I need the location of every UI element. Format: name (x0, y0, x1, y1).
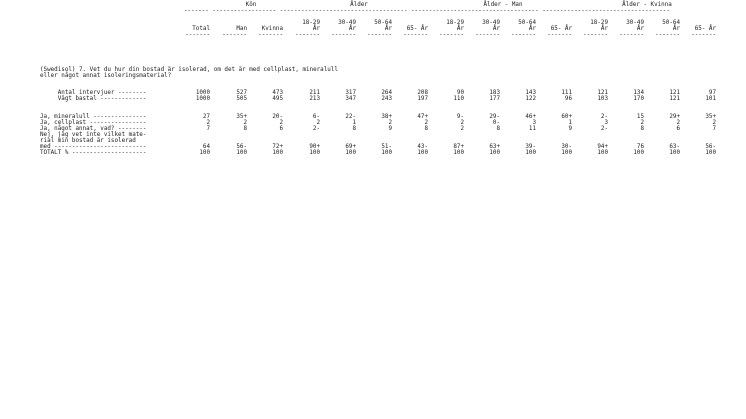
column-underline: ------- (185, 32, 210, 38)
cell-value: 8 (496, 126, 500, 132)
row-label: med -------------------------- (40, 144, 147, 150)
cell-value: 6 (279, 126, 283, 132)
cell-value: 6- (312, 114, 320, 120)
question-line-2: eller något annat isoleringsmaterial? (40, 73, 172, 79)
cell-value: 63- (669, 144, 680, 150)
column-header: År (600, 26, 608, 32)
cell-value: 90+ (309, 144, 320, 150)
column-header-top: 50-64 (662, 20, 680, 26)
column-header: Total (192, 26, 210, 32)
group-underline: ------- ------------------ ------------------------------------ ------------------------------------ ------------------------------------ (184, 8, 670, 14)
cell-value: 197 (417, 96, 428, 102)
cell-value: 208 (417, 90, 428, 96)
cell-value: 51- (381, 144, 392, 150)
column-header-top: 18-29 (446, 20, 464, 26)
cell-value: 39- (525, 144, 536, 150)
cell-value: 2 (676, 120, 680, 126)
cell-value: 46+ (525, 114, 536, 120)
cell-value: 100 (705, 150, 716, 156)
group-header-alder-man: Ålder - Man (483, 2, 523, 8)
cell-value: 35+ (236, 114, 247, 120)
cell-value: 101 (705, 96, 716, 102)
column-header-top: 30-49 (626, 20, 644, 26)
cell-value: 100 (597, 150, 608, 156)
column-header-top: 50-64 (374, 20, 392, 26)
column-underline: ------- (222, 32, 247, 38)
cell-value: 22- (345, 114, 356, 120)
cell-value: 8 (243, 126, 247, 132)
cell-value: 100 (561, 150, 572, 156)
cell-value: 2 (640, 120, 644, 126)
cell-value: 317 (345, 90, 356, 96)
cell-value: 347 (345, 96, 356, 102)
column-header: Man (236, 26, 247, 32)
cell-value: 6 (676, 126, 680, 132)
cell-value: 56- (705, 144, 716, 150)
cell-value: 8 (352, 126, 356, 132)
column-header: År (348, 26, 356, 32)
cell-value: 0- (492, 120, 500, 126)
cell-value: 211 (309, 90, 320, 96)
cell-value: 94+ (597, 144, 608, 150)
row-label: rial min bostad är isolerad (40, 138, 136, 144)
cell-value: 2 (712, 120, 716, 126)
cell-value: 90 (456, 90, 464, 96)
cell-value: 29- (489, 114, 500, 120)
column-header-top: 30-49 (338, 20, 356, 26)
cell-value: 2 (460, 126, 464, 132)
cell-value: 100 (417, 150, 428, 156)
cell-value: 505 (236, 96, 247, 102)
row-label: Vägt bastal ------------- (40, 96, 147, 102)
cell-value: 2 (388, 120, 392, 126)
cell-value: 495 (272, 96, 283, 102)
row-label: Ja, cellplast ---------------- (40, 120, 147, 126)
column-header-top: 18-29 (590, 20, 608, 26)
cell-value: 213 (309, 96, 320, 102)
column-underline: ------- (547, 32, 572, 38)
cell-value: 100 (525, 150, 536, 156)
row-label: Nej, jag vet inte vilket mate- (40, 132, 147, 138)
cell-value: 38+ (381, 114, 392, 120)
cell-value: 87+ (453, 144, 464, 150)
column-header: 65- År (550, 26, 572, 32)
cell-value: 35+ (705, 114, 716, 120)
column-header-top: 50-64 (518, 20, 536, 26)
cell-value: 100 (236, 150, 247, 156)
column-underline: ------- (691, 32, 716, 38)
column-header-top: 18-29 (302, 20, 320, 26)
cell-value: 76 (636, 144, 644, 150)
cell-value: 1 (568, 120, 572, 126)
cell-value: 2 (243, 120, 247, 126)
cell-value: 56- (236, 144, 247, 150)
column-underline: ------- (295, 32, 320, 38)
cell-value: 2- (312, 126, 320, 132)
cell-value: 11 (528, 126, 536, 132)
group-header-alder: Ålder (350, 2, 368, 8)
cell-value: 9 (388, 126, 392, 132)
cell-value: 100 (453, 150, 464, 156)
cell-value: 2 (316, 120, 320, 126)
cell-value: 110 (453, 96, 464, 102)
row-label: Ja, något annat, vad? -------- (40, 126, 147, 132)
cell-value: 100 (199, 150, 210, 156)
cell-value: 7 (206, 126, 210, 132)
cell-value: 20- (272, 114, 283, 120)
cell-value: 7 (712, 126, 716, 132)
cell-value: 63+ (489, 144, 500, 150)
cell-value: 1000 (195, 96, 210, 102)
column-underline: ------- (511, 32, 536, 38)
cell-value: 170 (633, 96, 644, 102)
cell-value: 243 (381, 96, 392, 102)
column-underline: ------- (367, 32, 392, 38)
cell-value: 8 (424, 126, 428, 132)
cell-value: 100 (669, 150, 680, 156)
cell-value: 2 (206, 120, 210, 126)
cell-value: 60+ (561, 114, 572, 120)
cell-value: 47+ (417, 114, 428, 120)
cell-value: 30- (561, 144, 572, 150)
cell-value: 100 (489, 150, 500, 156)
cell-value: 183 (489, 90, 500, 96)
cell-value: 15 (636, 114, 644, 120)
cell-value: 2- (600, 114, 608, 120)
cell-value: 9- (456, 114, 464, 120)
cell-value: 96 (564, 96, 572, 102)
cell-value: 121 (669, 90, 680, 96)
cell-value: 2- (600, 126, 608, 132)
cell-value: 121 (669, 96, 680, 102)
cell-value: 1 (352, 120, 356, 126)
cell-value: 122 (525, 96, 536, 102)
cell-value: 121 (597, 90, 608, 96)
column-header: Kvinna (261, 26, 283, 32)
cell-value: 100 (345, 150, 356, 156)
row-label: Antal intervjuer -------- (40, 90, 147, 96)
cell-value: 2 (279, 120, 283, 126)
column-header: År (492, 26, 500, 32)
column-underline: ------- (403, 32, 428, 38)
column-underline: ------- (258, 32, 283, 38)
cell-value: 97 (708, 90, 716, 96)
cell-value: 3 (532, 120, 536, 126)
cell-value: 9 (568, 126, 572, 132)
row-label: TOTALT % --------------------- (40, 150, 147, 156)
cell-value: 1000 (195, 90, 210, 96)
column-underline: ------- (475, 32, 500, 38)
cell-value: 100 (309, 150, 320, 156)
cell-value: 64 (202, 144, 210, 150)
cell-value: 27 (202, 114, 210, 120)
column-header: År (384, 26, 392, 32)
cell-value: 103 (597, 96, 608, 102)
cell-value: 8 (640, 126, 644, 132)
row-label: Ja, mineralull --------------- (40, 114, 147, 120)
column-header-top: 30-49 (482, 20, 500, 26)
cell-value: 473 (272, 90, 283, 96)
column-underline: ------- (439, 32, 464, 38)
column-underline: ------- (583, 32, 608, 38)
cell-value: 264 (381, 90, 392, 96)
cell-value: 111 (561, 90, 572, 96)
column-header: År (528, 26, 536, 32)
cell-value: 100 (633, 150, 644, 156)
column-underline: ------- (655, 32, 680, 38)
cell-value: 100 (272, 150, 283, 156)
question-line-1: (Swedisol) 7. Vet du hur din bostad är isolerad, om det är med cellplast, mineralull (40, 67, 338, 73)
cell-value: 134 (633, 90, 644, 96)
cell-value: 43- (417, 144, 428, 150)
cell-value: 69+ (345, 144, 356, 150)
column-header: År (312, 26, 320, 32)
cell-value: 2 (460, 120, 464, 126)
group-header-alder-kvinna: Ålder - Kvinna (622, 2, 672, 8)
cell-value: 3 (604, 120, 608, 126)
column-header: 65- År (406, 26, 428, 32)
cell-value: 29+ (669, 114, 680, 120)
column-header: 65- År (694, 26, 716, 32)
column-underline: ------- (331, 32, 356, 38)
group-header-kon: Kön (245, 2, 257, 8)
column-underline: ------- (619, 32, 644, 38)
cell-value: 527 (236, 90, 247, 96)
cell-value: 2 (424, 120, 428, 126)
cell-value: 143 (525, 90, 536, 96)
cell-value: 72+ (272, 144, 283, 150)
column-header: År (636, 26, 644, 32)
cell-value: 100 (381, 150, 392, 156)
column-header: År (672, 26, 680, 32)
column-header: År (456, 26, 464, 32)
cell-value: 177 (489, 96, 500, 102)
